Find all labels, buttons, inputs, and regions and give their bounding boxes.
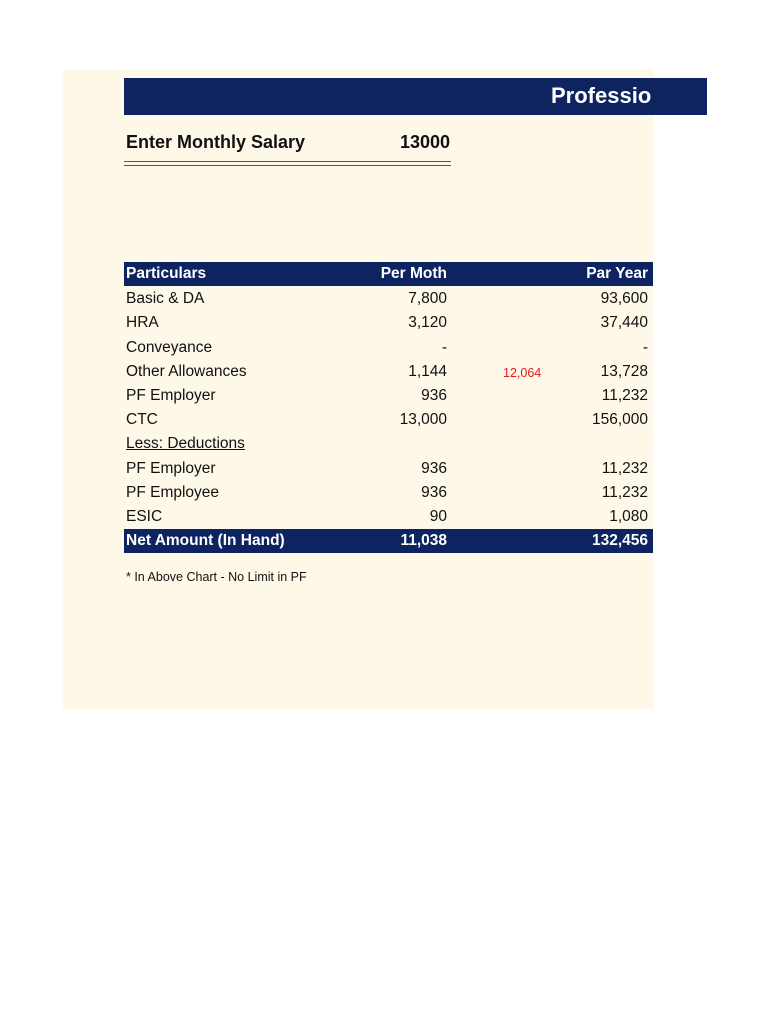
salary-label: Enter Monthly Salary [126,132,306,152]
title-banner [124,78,707,115]
row-month-value: 936 [421,484,447,501]
row-month-value: 936 [421,460,447,477]
row-month-value: 936 [421,387,447,404]
table-row [124,287,653,311]
row-label: ESIC [126,508,163,525]
deductions-section-label: Less: Deductions [126,435,245,452]
row-year-value: 11,232 [601,484,648,501]
table-row [124,360,653,384]
row-year-value: 37,440 [600,314,648,331]
row-label: Basic & DA [126,290,205,307]
row-year-value: 156,000 [591,411,648,428]
net-amount-year: 132,456 [591,532,648,549]
table-row [124,408,653,432]
row-month-value: 7,800 [408,290,447,307]
table-header [124,262,653,286]
table-row [124,457,653,481]
table-row [124,432,653,456]
row-label: PF Employer [126,387,216,404]
table-row [124,311,653,335]
row-month-value: 90 [429,508,447,525]
net-amount-month: 11,038 [400,532,447,549]
net-amount-label: Net Amount (In Hand) [126,532,285,549]
row-label: CTC [126,411,158,428]
page-title: Professio [551,83,652,108]
table-row [124,384,653,408]
row-label: Other Allowances [126,363,247,380]
header-per-year: Par Year [586,265,648,282]
row-label: PF Employee [126,484,220,501]
net-amount-row [124,529,653,553]
row-month-value: - [441,339,447,356]
salary-double-underline [124,161,451,166]
row-label: Conveyance [126,339,213,356]
header-per-month: Per Moth [380,265,447,282]
row-label: PF Employer [126,460,216,477]
table-row [124,481,653,505]
header-particulars: Particulars [126,265,207,282]
footnote: * In Above Chart - No Limit in PF [126,570,307,584]
table-row [124,505,653,529]
row-label: HRA [126,314,159,331]
row-month-value: 13,000 [399,411,447,428]
row-year-value: 11,232 [601,387,648,404]
salary-input-cell[interactable]: 13000 [399,132,450,152]
row-year-value: 11,232 [601,460,648,477]
row-month-value: 1,144 [408,363,447,380]
row-year-value: 13,728 [600,363,648,380]
row-year-value: - [642,339,648,356]
row-year-value: 1,080 [609,508,648,525]
row-month-value: 3,120 [408,314,447,331]
side-note-value: 12,064 [503,366,542,380]
row-year-value: 93,600 [600,290,648,307]
table-row [124,336,653,360]
